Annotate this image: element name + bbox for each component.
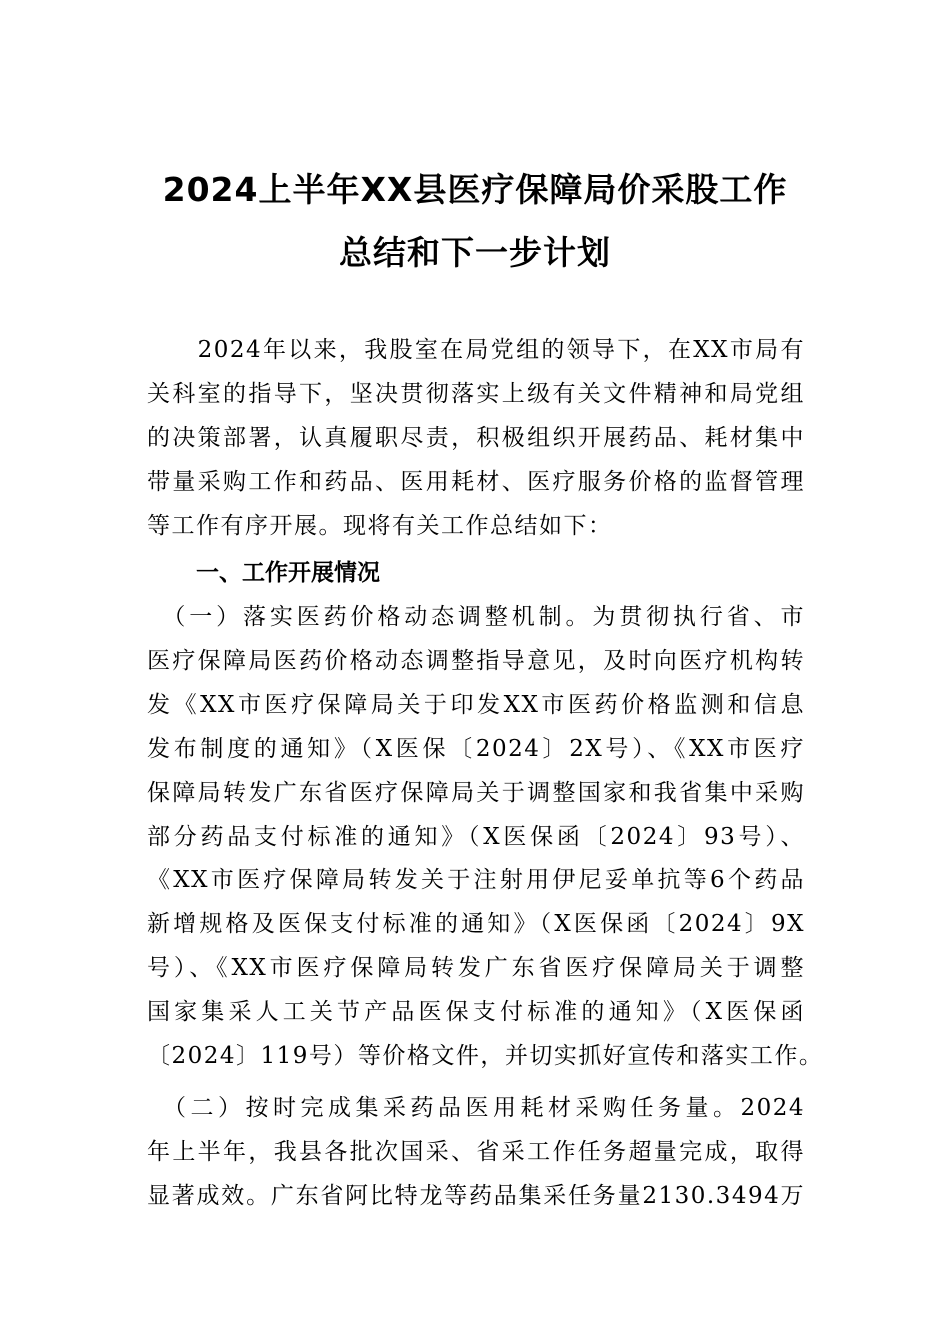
paragraph-2-line: （二）按时完成集采药品医用耗材采购任务量。2024: [147, 1095, 805, 1121]
paragraph-1-line: 保障局转发广东省医疗保障局关于调整国家和我省集中采购: [147, 779, 805, 806]
paragraph-1-line: （一）落实医药价格动态调整机制。为贯彻执行省、市: [147, 604, 805, 630]
paragraph-1-line: 《XX市医疗保障局转发关于注射用伊尼妥单抗等6个药品: [147, 867, 805, 894]
intro-paragraph-line: 关科室的指导下，坚决贯彻落实上级有关文件精神和局党组: [147, 380, 805, 407]
paragraph-1-line: 号）、《XX市医疗保障局转发广东省医疗保障局关于调整: [147, 955, 805, 982]
paragraph-2-line: 年上半年，我县各批次国采、省采工作任务超量完成，取得: [147, 1138, 805, 1165]
paragraph-1-line: 新增规格及医保支付标准的通知》（X医保函〔2024〕9X: [147, 911, 805, 938]
document-title-line-2: 总结和下一步计划: [339, 233, 611, 272]
intro-paragraph-line: 2024年以来，我股室在局党组的领导下，在XX市局有: [147, 337, 805, 363]
document-title-line-1: 2024上半年XX县医疗保障局价采股工作: [162, 170, 788, 209]
paragraph-1-line: 〔2024〕119号）等价格文件，并切实抓好宣传和落实工作。: [147, 1043, 824, 1069]
intro-paragraph-line: 等工作有序开展。现将有关工作总结如下：: [147, 512, 613, 539]
paragraph-1-line: 发《XX市医疗保障局关于印发XX市医药价格监测和信息: [147, 691, 805, 718]
paragraph-1-line: 部分药品支付标准的通知》（X医保函〔2024〕93号）、: [147, 823, 805, 850]
intro-paragraph-line: 带量采购工作和药品、医用耗材、医疗服务价格的监督管理: [147, 468, 805, 495]
paragraph-2-line: 显著成效。广东省阿比特龙等药品集采任务量2130.3494万: [147, 1182, 805, 1209]
intro-paragraph-line: 的决策部署，认真履职尽责，积极组织开展药品、耗材集中: [147, 424, 805, 451]
paragraph-1-line: 医疗保障局医药价格动态调整指导意见，及时向医疗机构转: [147, 647, 805, 674]
paragraph-1-line: 国家集采人工关节产品医保支付标准的通知》（X医保函: [147, 999, 805, 1026]
paragraph-1-line: 发布制度的通知》（X医保〔2024〕2X号）、《XX市医疗: [147, 735, 805, 762]
section-heading: 一、工作开展情况: [196, 560, 380, 586]
